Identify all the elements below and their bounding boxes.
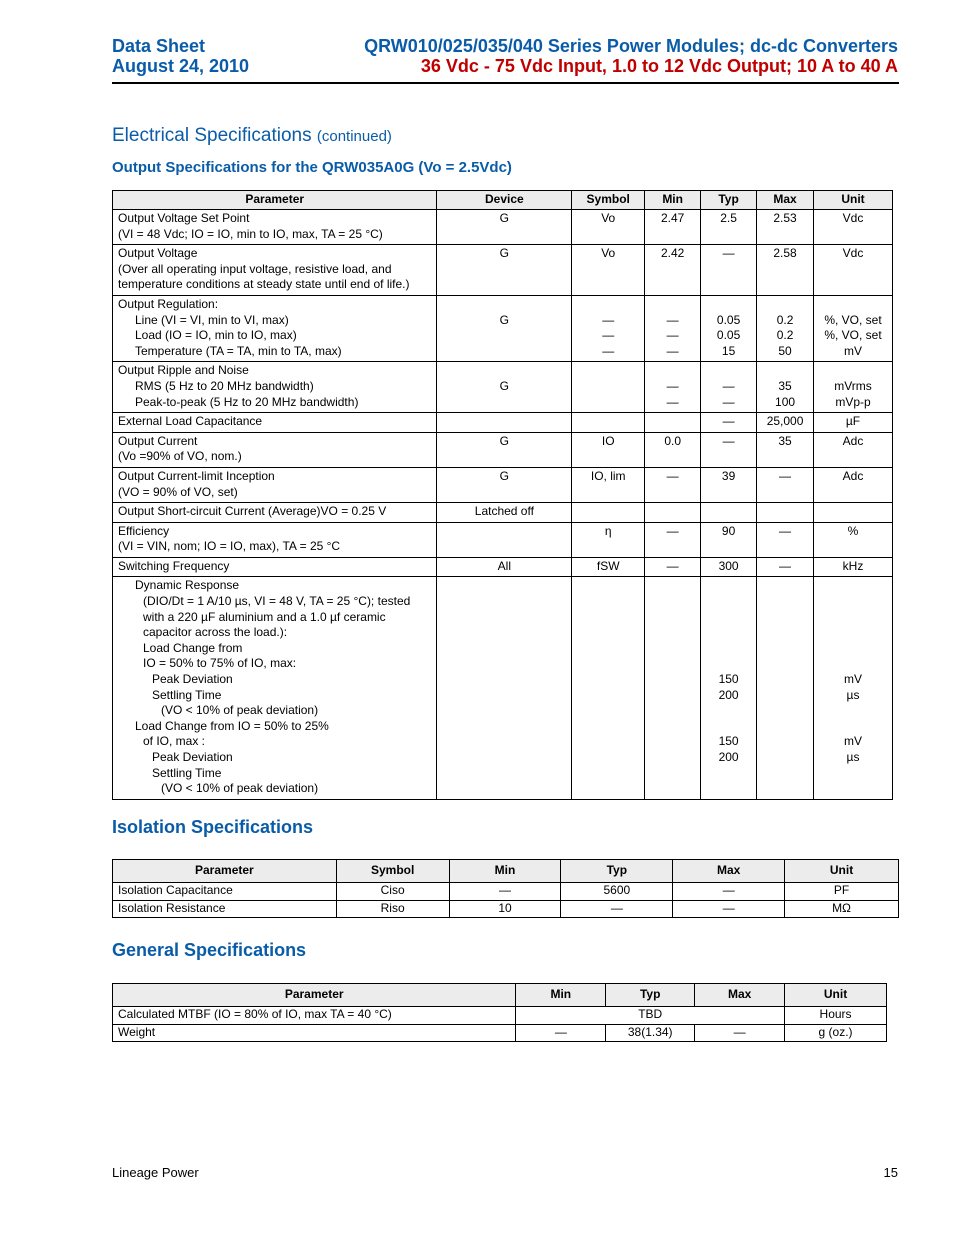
table-header-row: [113, 860, 899, 883]
unit-cell: Adc: [814, 432, 893, 467]
typ-cell: 5600: [561, 883, 673, 901]
max-cell: 2.58: [757, 245, 814, 296]
device-cell: G: [437, 362, 572, 413]
table-row: [113, 883, 899, 901]
device-cell: [437, 413, 572, 433]
table-header-row: [113, 984, 887, 1007]
min-cell: [645, 413, 701, 433]
min-cell: —: [516, 1024, 606, 1042]
table-row: [113, 900, 899, 918]
table-row: [113, 503, 893, 523]
param-cell: Output Short-circuit Current (Average)VO = 0.25 V: [113, 503, 437, 523]
merged-value-cell: TBD: [516, 1007, 785, 1025]
header-right: [364, 36, 898, 76]
typ-cell: —: [701, 245, 757, 296]
product-subtitle: 36 Vdc - 75 Vdc Input, 1.0 to 12 Vdc Output; 10 A to 40 A: [420, 56, 898, 76]
max-cell: —: [673, 883, 785, 901]
col-header: Parameter: [113, 191, 437, 210]
table-row: [113, 522, 893, 557]
unit-cell: µF: [814, 413, 893, 433]
unit-cell: Hours: [785, 1007, 887, 1025]
typ-cell: 300: [701, 557, 757, 577]
unit-cell: %, VO, set %, VO, set mV: [814, 295, 893, 361]
table-row: [113, 413, 893, 433]
symbol-cell: [572, 503, 645, 523]
table-row: [113, 362, 893, 413]
unit-cell: g (oz.): [785, 1024, 887, 1042]
max-cell: —: [673, 900, 785, 918]
table-row: [113, 210, 893, 245]
unit-cell: mV µs mV µs: [814, 577, 893, 799]
param-cell: Isolation Capacitance: [113, 883, 337, 901]
col-header: Min: [645, 191, 701, 210]
device-cell: Latched off: [437, 503, 572, 523]
typ-cell: 38(1.34): [606, 1024, 695, 1042]
param-cell: Dynamic Response (DIO/Dt = 1 A/10 µs, VI = 48 V, TA = 25 °C); tested with a 220 µF aluminium and a 1.0 µf ceramic capacitor across the load.): Load Change from IO = 50% to 75% of IO, max: Peak Deviation Settling Time (VO < 10% of peak deviation) Load Change from IO = 50% to 25% of IO, max : Peak Deviation Settling Time (VO < 10% of peak deviation): [113, 577, 437, 799]
device-cell: G: [437, 210, 572, 245]
table-row: [113, 557, 893, 577]
max-cell: [757, 503, 814, 523]
unit-cell: kHz: [814, 557, 893, 577]
col-header: Max: [757, 191, 814, 210]
max-cell: 0.2 0.2 50: [757, 295, 814, 361]
min-cell: 10: [449, 900, 561, 918]
symbol-cell: [572, 413, 645, 433]
col-header: Typ: [701, 191, 757, 210]
typ-cell: — —: [701, 362, 757, 413]
table-header-row: [113, 191, 893, 210]
param-cell: Switching Frequency: [113, 557, 437, 577]
max-cell: —: [695, 1024, 785, 1042]
table-row: [113, 467, 893, 502]
header-rule: [112, 82, 899, 84]
isolation-spec-table: [112, 859, 899, 918]
typ-cell: 0.05 0.05 15: [701, 295, 757, 361]
col-header: Parameter: [113, 984, 516, 1007]
param-cell: Output Current-limit Inception (VO = 90% of VO, set): [113, 467, 437, 502]
col-header: Typ: [561, 860, 673, 883]
symbol-cell: fSW: [572, 557, 645, 577]
max-cell: 35: [757, 432, 814, 467]
param-cell: Calculated MTBF (IO = 80% of IO, max TA = 40 °C): [113, 1007, 516, 1025]
table-row: [113, 1007, 887, 1025]
doc-type: Data Sheet: [112, 36, 206, 56]
symbol-cell: [572, 577, 645, 799]
min-cell: —: [645, 557, 701, 577]
typ-cell: —: [701, 413, 757, 433]
symbol-cell: IO: [572, 432, 645, 467]
unit-cell: mVrms mVp-p: [814, 362, 893, 413]
col-header: Max: [673, 860, 785, 883]
min-cell: — —: [645, 362, 701, 413]
unit-cell: Vdc: [814, 210, 893, 245]
electrical-spec-table: [112, 190, 893, 800]
col-header: Min: [449, 860, 561, 883]
typ-cell: —: [701, 432, 757, 467]
col-header: Symbol: [572, 191, 645, 210]
electrical-title: Electrical Specifications (continued): [112, 125, 392, 146]
typ-cell: 90: [701, 522, 757, 557]
general-title: General Specifications: [112, 940, 307, 960]
symbol-cell: Riso: [336, 900, 449, 918]
footer-company: Lineage Power: [112, 1165, 199, 1180]
param-cell: Output Voltage Set Point (VI = 48 Vdc; IO = IO, min to IO, max, TA = 25 °C): [113, 210, 437, 245]
min-cell: 0.0: [645, 432, 701, 467]
min-cell: 2.42: [645, 245, 701, 296]
page-number: 15: [883, 1165, 898, 1180]
param-cell: Efficiency (VI = VIN, nom; IO = IO, max), TA = 25 °C: [113, 522, 437, 557]
device-cell: [437, 522, 572, 557]
param-cell: Isolation Resistance: [113, 900, 337, 918]
table-row: [113, 577, 893, 799]
symbol-cell: Vo: [572, 210, 645, 245]
doc-date: August 24, 2010: [112, 56, 250, 76]
max-cell: 25,000: [757, 413, 814, 433]
unit-cell: Vdc: [814, 245, 893, 296]
device-cell: All: [437, 557, 572, 577]
device-cell: G: [437, 432, 572, 467]
table-row: [113, 432, 893, 467]
max-cell: —: [757, 557, 814, 577]
param-cell: Weight: [113, 1024, 516, 1042]
table-row: [113, 295, 893, 361]
param-cell: Output Regulation: Line (VI = VI, min to VI, max) Load (IO = IO, min to IO, max) Temperature (TA = TA, min to TA, max): [113, 295, 437, 361]
col-header: Unit: [785, 984, 887, 1007]
device-cell: [437, 577, 572, 799]
header-left: [112, 36, 249, 76]
typ-cell: [701, 503, 757, 523]
min-cell: [645, 503, 701, 523]
min-cell: 2.47: [645, 210, 701, 245]
min-cell: —: [449, 883, 561, 901]
col-header: Unit: [814, 191, 893, 210]
output-specs-subtitle: Output Specifications for the QRW035A0G (Vo = 2.5Vdc): [112, 159, 512, 176]
param-cell: Output Current (Vo =90% of VO, nom.): [113, 432, 437, 467]
param-cell: Output Ripple and Noise RMS (5 Hz to 20 MHz bandwidth) Peak-to-peak (5 Hz to 20 MHz bandwidth): [113, 362, 437, 413]
device-cell: G: [437, 245, 572, 296]
symbol-cell: η: [572, 522, 645, 557]
continued-label: (continued): [316, 128, 392, 145]
col-header: Typ: [606, 984, 695, 1007]
max-cell: —: [757, 467, 814, 502]
table-row: [113, 245, 893, 296]
unit-cell: %: [814, 522, 893, 557]
unit-cell: MΩ: [785, 900, 899, 918]
symbol-cell: Ciso: [336, 883, 449, 901]
device-cell: G: [437, 467, 572, 502]
param-cell: External Load Capacitance: [113, 413, 437, 433]
max-cell: 2.53: [757, 210, 814, 245]
max-cell: 35 100: [757, 362, 814, 413]
general-spec-table: [112, 983, 887, 1042]
min-cell: [645, 577, 701, 799]
col-header: Symbol: [336, 860, 449, 883]
unit-cell: [814, 503, 893, 523]
min-cell: —: [645, 522, 701, 557]
col-header: Min: [516, 984, 606, 1007]
table-row: [113, 1024, 887, 1042]
typ-cell: 150 200 150 200: [701, 577, 757, 799]
typ-cell: —: [561, 900, 673, 918]
symbol-cell: — — —: [572, 295, 645, 361]
device-cell: G: [437, 295, 572, 361]
unit-cell: Adc: [814, 467, 893, 502]
unit-cell: PF: [785, 883, 899, 901]
param-cell: Output Voltage (Over all operating input voltage, resistive load, and temperature conditions at steady state until end of life.): [113, 245, 437, 296]
col-header: Unit: [785, 860, 899, 883]
symbol-cell: [572, 362, 645, 413]
col-header: Max: [695, 984, 785, 1007]
min-cell: —: [645, 467, 701, 502]
product-title: QRW010/025/035/040 Series Power Modules; dc-dc Converters: [364, 36, 898, 56]
max-cell: —: [757, 522, 814, 557]
max-cell: [757, 577, 814, 799]
symbol-cell: Vo: [572, 245, 645, 296]
col-header: Device: [437, 191, 572, 210]
typ-cell: 39: [701, 467, 757, 502]
min-cell: — — —: [645, 295, 701, 361]
typ-cell: 2.5: [701, 210, 757, 245]
col-header: Parameter: [113, 860, 337, 883]
symbol-cell: IO, lim: [572, 467, 645, 502]
isolation-title: Isolation Specifications: [112, 817, 314, 837]
